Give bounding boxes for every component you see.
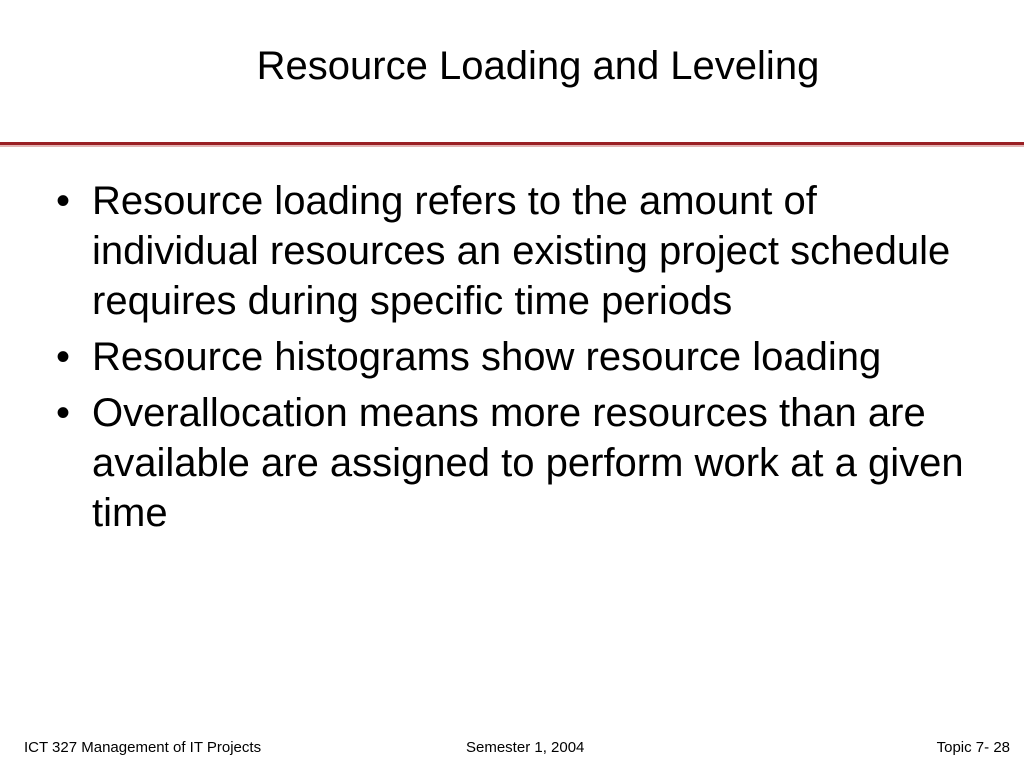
footer-semester: Semester 1, 2004	[466, 739, 585, 756]
title-divider-shadow	[0, 145, 1024, 147]
slide-title: Resource Loading and Leveling	[256, 44, 820, 88]
footer-page-number: Topic 7- 28	[936, 739, 1010, 756]
bullet-dot-icon: •	[56, 179, 71, 223]
bullet-text: Resource loading refers to the amount of individual resources an existing project schedule requires during specific time periods	[92, 179, 951, 323]
bullet-dot-icon: •	[56, 391, 71, 435]
bullet-item	[56, 176, 986, 326]
footer-course: ICT 327 Management of IT Projects	[24, 739, 262, 756]
bullet-text: Overallocation means more resources than are available are assigned to perform work at a given time	[92, 391, 964, 535]
bullet-item	[56, 332, 986, 382]
bullet-dot-icon: •	[56, 335, 71, 379]
bullet-item	[56, 388, 986, 538]
bullet-list	[56, 176, 986, 544]
bullet-text: Resource histograms show resource loading	[92, 335, 882, 379]
